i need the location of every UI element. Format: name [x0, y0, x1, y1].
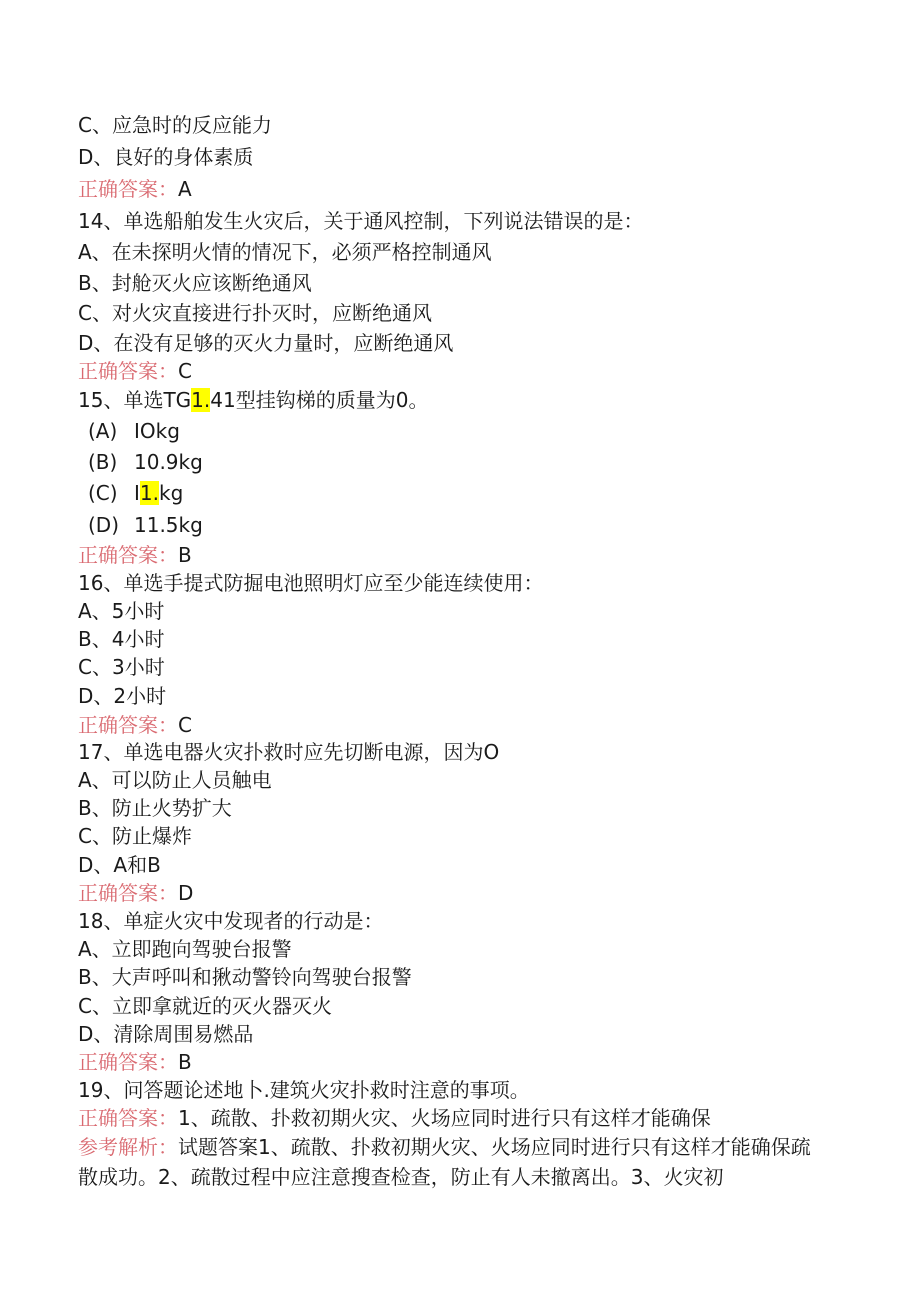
- q15-option-b: [88, 448, 203, 476]
- answer-value: C: [178, 713, 192, 737]
- answer-value: A: [178, 177, 192, 201]
- q18-question: 18、单症火灾中发现者的行动是：: [78, 909, 384, 933]
- q15-question: [78, 386, 428, 414]
- highlight-mark: 1.: [191, 388, 211, 412]
- q16-option-a: A、5小时: [78, 599, 165, 623]
- highlight-mark: 1.: [139, 481, 159, 505]
- q15-option-c: [88, 479, 183, 507]
- answer-label: 正确答案：: [78, 1050, 178, 1074]
- q19-analysis: [78, 1132, 830, 1192]
- q17-question: 17、单选电器火灾扑救时应先切断电源，因为O: [78, 740, 500, 764]
- answer-label: 正确答案：: [78, 177, 178, 201]
- q16-option-d: D、2小时: [78, 684, 167, 708]
- analysis-text: 试题答案1、疏散、扑救初期火灾、火场应同时进行只有这样才能确保疏散成功。2、疏散过程中应注意搜查检查，防止有人未撤离出。3、火灾初: [78, 1135, 811, 1189]
- q13-answer: [78, 175, 192, 203]
- q15-question-text: 41型挂钩梯的质量为0。: [210, 388, 429, 412]
- q18-option-d: D、清除周围易燃品: [78, 1022, 254, 1046]
- q17-option-b: B、防止火势扩大: [78, 796, 232, 820]
- answer-value: C: [178, 359, 192, 383]
- q15-option-d: [88, 511, 203, 539]
- q17-option-c: C、防止爆炸: [78, 824, 192, 848]
- q13-option-d: D、良好的身体素质: [78, 145, 254, 169]
- answer-value: B: [178, 543, 192, 567]
- q18-option-b: B、大声呼叫和揪动警铃向驾驶台报警: [78, 965, 412, 989]
- answer-value: B: [178, 1050, 192, 1074]
- q13-option-c: C、应急时的反应能力: [78, 113, 272, 137]
- q18-option-c: C、立即拿就近的灭火器灭火: [78, 994, 332, 1018]
- analysis-label: 参考解析：: [78, 1135, 178, 1159]
- option-key: (D): [88, 513, 120, 537]
- q15-question-text: 15、单选TG: [78, 388, 192, 412]
- q14-question: 14、单选船舶发生火灾后，关于通风控制，下列说法错误的是：: [78, 209, 644, 233]
- option-text: I: [134, 481, 140, 505]
- q15-option-a: [88, 417, 180, 445]
- q14-option-a: A、在未探明火情的情况下，必须严格控制通风: [78, 240, 492, 264]
- q15-answer: [78, 541, 192, 569]
- option-key: (A): [88, 419, 118, 443]
- answer-label: 正确答案：: [78, 881, 178, 905]
- q19-answer: [78, 1104, 711, 1132]
- q18-answer: [78, 1048, 192, 1076]
- q14-answer: [78, 357, 192, 385]
- answer-value: D: [178, 881, 194, 905]
- option-text: 11.5kg: [134, 513, 203, 537]
- q17-answer: [78, 879, 193, 907]
- q17-option-a: A、可以防止人员触电: [78, 768, 272, 792]
- option-text: 10.9kg: [134, 450, 203, 474]
- answer-label: 正确答案：: [78, 1106, 178, 1130]
- answer-label: 正确答案：: [78, 543, 178, 567]
- q16-option-b: B、4小时: [78, 627, 165, 651]
- q19-question: 19、问答题论述地卜.建筑火灾扑救时注意的事项。: [78, 1078, 530, 1102]
- q16-answer: [78, 711, 192, 739]
- option-key: (B): [88, 450, 118, 474]
- answer-label: 正确答案：: [78, 359, 178, 383]
- option-text: kg: [159, 481, 184, 505]
- option-key: (C): [88, 481, 118, 505]
- q17-option-d: D、A和B: [78, 853, 161, 877]
- q16-option-c: C、3小时: [78, 655, 165, 679]
- option-text: IOkg: [134, 419, 180, 443]
- q14-option-b: B、封舱灭火应该断绝通风: [78, 271, 312, 295]
- answer-label: 正确答案：: [78, 713, 178, 737]
- q18-option-a: A、立即跑向驾驶台报警: [78, 937, 292, 961]
- q16-question: 16、单选手提式防掘电池照明灯应至少能连续使用：: [78, 571, 544, 595]
- q14-option-d: D、在没有足够的灭火力量时，应断绝通风: [78, 331, 454, 355]
- answer-value: 1、疏散、扑救初期火灾、火场应同时进行只有这样才能确保: [178, 1106, 711, 1130]
- q14-option-c: C、对火灾直接进行扑灭时，应断绝通风: [78, 301, 432, 325]
